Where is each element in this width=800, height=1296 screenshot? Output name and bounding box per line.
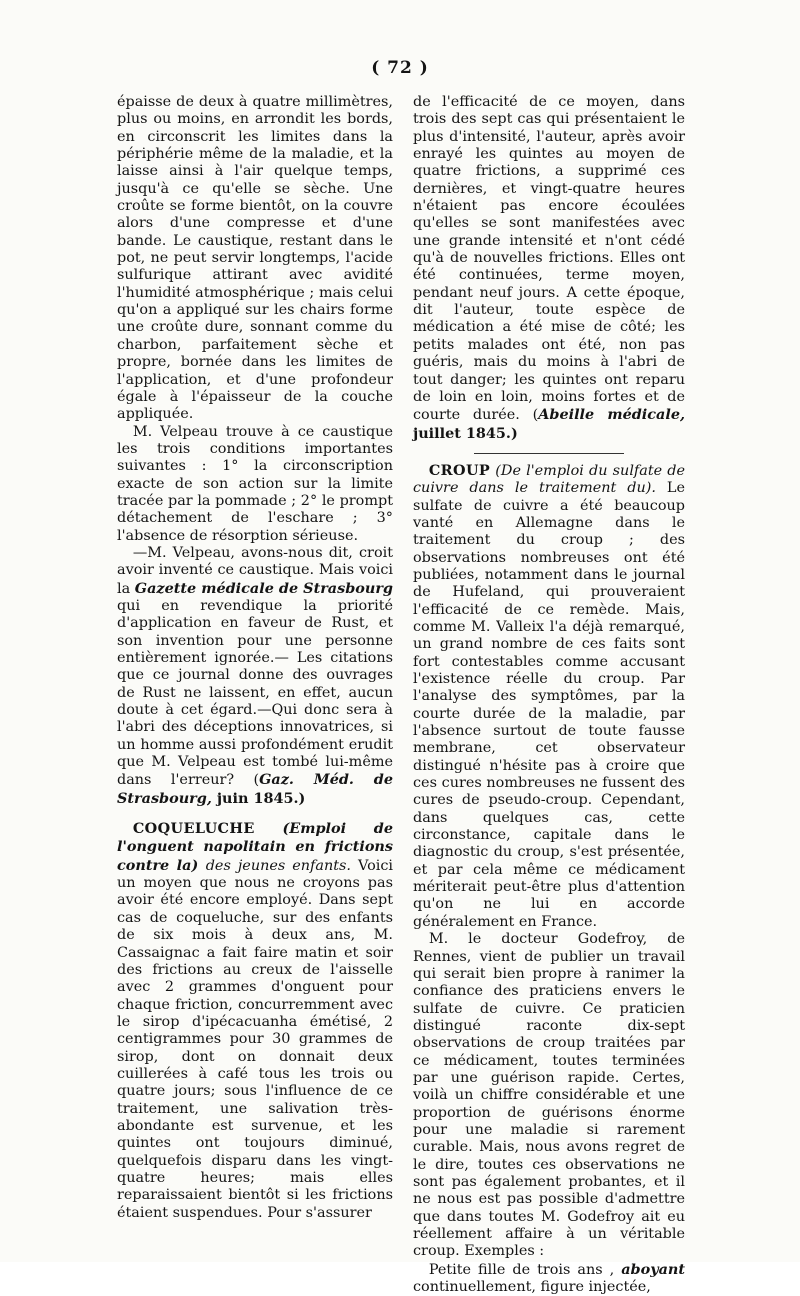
source-date: juin 1845.) [211, 789, 306, 807]
article-subject-coqueluche: des jeunes enfants. [205, 857, 351, 874]
article-text-coqueluche: Voici un moyen que nous ne croyons pas avoir été encore employé. Dans sept cas de coqueluche, sur des enfants de six mois à deux ans, M. Cassaignac a fait faire matin et soir des frictions au creux de l'aisselle avec 2 grammes d'onguent pour chaque friction, concurremment avec le sirop d'ipécacuanha émétisé, 2 centigrammes pour 30 grammes de sirop, dont on donnait deux cuillerées à café tous les trois ou quatre jours; sous l'influence de ce traitement, une salivation très-abondante est survenue, et les quintes ont toujours diminué, quelquefois disparu dans les vingt-quatre heures; mais elles reparaissaient bientôt si les frictions étaient suspendues. Pour s'assurer [117, 857, 393, 1221]
left-column [117, 94, 393, 1222]
rust-text-b: qui en revendique la priorité d'application en faveur de Rust, et son invention pour une personne entièrement ignorée.— Les citations que ce journal donne des ouvrages de Rust ne laissent, en effet, aucun doute à cet égard.—Qui donc sera à l'abri des déceptions innovatrices, si un homme aussi profondément erudit que M. Velpeau est tombé lui-même dans l'erreur? ( [117, 597, 393, 789]
coqueluche-continued-text: de l'efficacité de ce moyen, dans trois des sept cas qui présentaient le plus d'intensité, l'auteur, après avoir enrayé les quintes au moyen de quatre frictions, a supprimé ces dernières, et vingt-quatre heures n'étaient pas encore écoulées qu'elles se sont manifestées avec une grande intensité et n'ont cédé qu'à de nouvelles frictions. Elles ont été continuées, terme moyen, pendant neuf jours. A cette époque, dit l'auteur, toute espèce de médication a été mise de côté; les petits malades ont été, non pas guéris, mais du moins à l'abri de tout danger; les quintes ont reparu de loin en loin, moins fortes et de courte durée. ( [413, 94, 685, 424]
rust-text-a: —M. Velpeau, avons-nous dit, croit avoir inventé ce caustique. Mais voici la [117, 544, 393, 597]
article-subtitle-coqueluche: (Emploi de l'onguent napolitain en frictions contre la) [117, 820, 393, 874]
article-heading-croup: CROUP [428, 461, 491, 479]
article-heading-coqueluche: COQUELUCHE [132, 820, 255, 838]
article-text-croup: Le sulfate de cuivre a été beaucoup vanté en Allemagne dans le traitement du croup ; des observations nombreuses ont été publiées, notamment dans le journal de Hufeland, qui prouveraient l'efficacité de ce remède. Mais, comme M. Valleix l'a déjà remarqué, un grand nombre de ces faits sont fort contestables comme accusant l'existence réelle du croup. Par l'analyse des symptômes, par la courte durée de la maladie, par l'absence surtout de toute fausse membrane, cet observateur distingué n'hésite pas à croire que ces cures nombreuses ne fussent des cures de pseudo-croup. Cependant, dans quelques cas, cette circonstance, capitale dans le diagnostic du croup, s'est présentée, et par cela même ce médicament mériterait peut-être plus d'attention qu'on ne lui en accorde généralement en France. [413, 480, 686, 930]
source-citation: Gaz. Méd. de Strasbourg, [117, 771, 393, 807]
journal-title: Gazette médicale de Strasbourg [134, 579, 393, 597]
paragraph-godefroy: M. le docteur Godefroy, de Rennes, vient de publier un travail qui serait bien propre à ranimer la confiance des praticiens envers le sulfate de cuivre. Ce praticien distingué raconte dix-sept observations de croup traitées par ce médicament, toutes terminées par une guérison rapide. Certes, voilà un chiffre considérable et une proportion de guérisons énorme pour une maladie si rarement curable. Mais, nous avons regret de le dire, toutes ces observations ne sont pas également probantes, et il ne nous est pas possible d'admettre que dans toutes M. Godefroy ait eu réellement affaire à un véritable croup. Exemples : [413, 931, 685, 1260]
article-croup [413, 462, 685, 931]
article-subtitle-croup: (De l'emploi du sulfate de cuivre dans le traitement du). [413, 462, 685, 497]
example-italic: aboyant [621, 1260, 685, 1278]
paragraph-rust-priority [117, 545, 393, 808]
article-coqueluche [117, 820, 393, 1222]
example-text-b: continuellement, figure injectée, [413, 1279, 651, 1296]
example-text-a: Petite fille de trois ans , [428, 1261, 622, 1278]
paragraph-example [413, 1261, 685, 1296]
paragraph-caustic-application: épaisse de deux à quatre millimètres, plus ou moins, en arrondit les bords, en circonscrit les limites dans la périphérie même de la maladie, et la laisse ainsi à l'air quelque temps, jusqu'à ce qu'elle se sèche. Une croûte se forme bientôt, on la couvre alors d'une compresse et d'une bande. Le caustique, restant dans le pot, ne peut servir longtemps, l'acide sulfurique attirant avec avidité l'humidité atmosphérique ; mais celui qu'on a appliqué sur les chairs forme une croûte dure, sonnant comme du charbon, parfaitement sèche et propre, bornée dans les limites de l'application, et d'une profondeur égale à l'épaisseur de la couche appliquée. [117, 94, 393, 423]
section-divider [474, 453, 624, 454]
right-column [413, 94, 685, 1296]
paragraph-coqueluche-continued [413, 94, 685, 443]
paragraph-velpeau-conditions: M. Velpeau trouve à ce caustique les trois conditions importantes suivantes : 1° la circonscription exacte de son action sur la limite tracée par la pommade ; 2° le prompt détachement de l'eschare ; 3° l'absence de résorption sérieuse. [117, 423, 393, 544]
page-number: ( 72 ) [371, 58, 429, 78]
abeille-source: Abeille médicale, [538, 406, 685, 424]
abeille-date: juillet 1845.) [413, 424, 518, 442]
